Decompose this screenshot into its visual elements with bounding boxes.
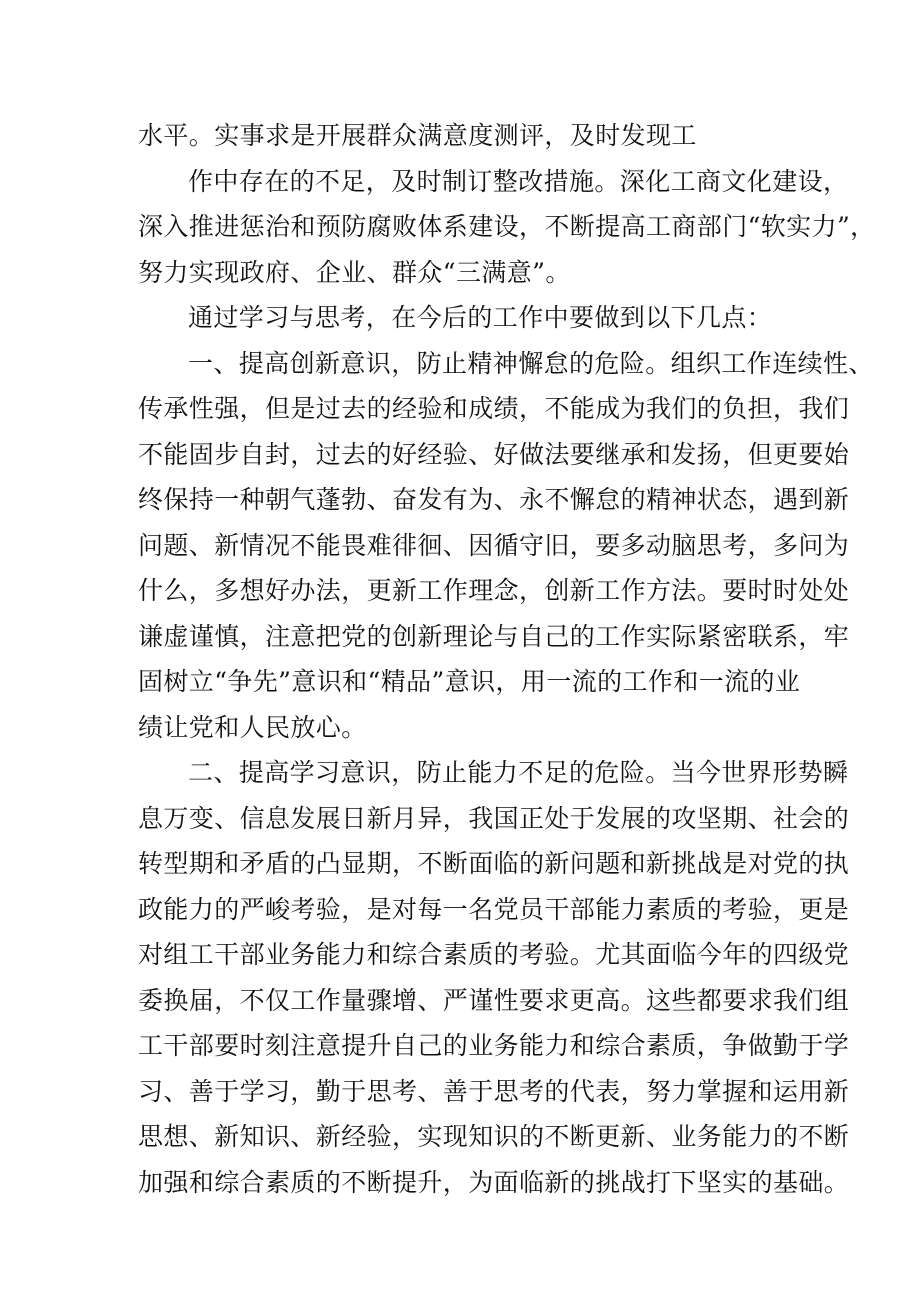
text-line: 加强和综合素质的不断提升，为面临新的挑战打下坚实的基础。 [138, 1167, 850, 1197]
text-line: 传承性强，但是过去的经验和成绩，不能成为我们的负担，我们 [138, 394, 850, 423]
text-line: 对组工干部业务能力和综合素质的考验。尤其面临今年的四级党 [138, 940, 850, 969]
text-line: 绩让党和人民放心。 [138, 712, 367, 742]
text-line: 深入推进惩治和预防腐败体系建设，不断提高工商部门“软实力”， [138, 212, 876, 241]
text-line: 息万变、信息发展日新月异，我国正处于发展的攻坚期、社会的 [138, 803, 850, 833]
document-body [138, 113, 876, 1205]
text-line: 什么，多想好办法，更新工作理念，创新工作方法。要时时处处 [138, 576, 850, 605]
text-line: 政能力的严峻考验，是对每一名党员干部能力素质的考验，更是 [138, 894, 850, 924]
text-line: 作中存在的不足，及时制订整改措施。深化工商文化建设， [188, 166, 849, 196]
text-line: 习、善于学习，勤于思考、善于思考的代表，努力掌握和运用新 [138, 1076, 850, 1106]
text-line: 谦虚谨慎，注意把党的创新理论与自己的工作实际紧密联系，牢 [138, 621, 850, 651]
text-line: 思想、新知识、新经验，实现知识的不断更新、业务能力的不断 [138, 1122, 850, 1151]
text-line: 转型期和矛盾的凸显期，不断面临的新问题和新挑战是对党的执 [138, 849, 850, 878]
text-line: 努力实现政府、企业、群众“三满意”。 [138, 257, 571, 287]
text-line: 固树立“争先”意识和“精品”意识，用一流的工作和一流的业 [138, 667, 801, 696]
text-line: 二、提高学习意识，防止能力不足的危险。当今世界形势瞬 [188, 758, 849, 787]
text-line: 工干部要时刻注意提升自己的业务能力和综合素质，争做勤于学 [138, 1031, 850, 1060]
text-line: 通过学习与思考，在今后的工作中要做到以下几点： [188, 303, 773, 332]
text-line: 一、提高创新意识，防止精神懈怠的危险。组织工作连续性、 [188, 348, 874, 378]
text-line: 委换届，不仅工作量骤增、严谨性要求更高。这些都要求我们组 [138, 985, 850, 1015]
text-line: 问题、新情况不能畏难徘徊、因循守旧，要多动脑思考，多问为 [138, 530, 850, 560]
text-line: 终保持一种朝气蓬勃、奋发有为、永不懈怠的精神状态，遇到新 [138, 485, 850, 514]
text-line: 不能固步自封，过去的好经验、好做法要继承和发扬，但更要始 [138, 439, 850, 469]
text-line: 水平。实事求是开展群众满意度测评，及时发现工 [138, 121, 697, 150]
